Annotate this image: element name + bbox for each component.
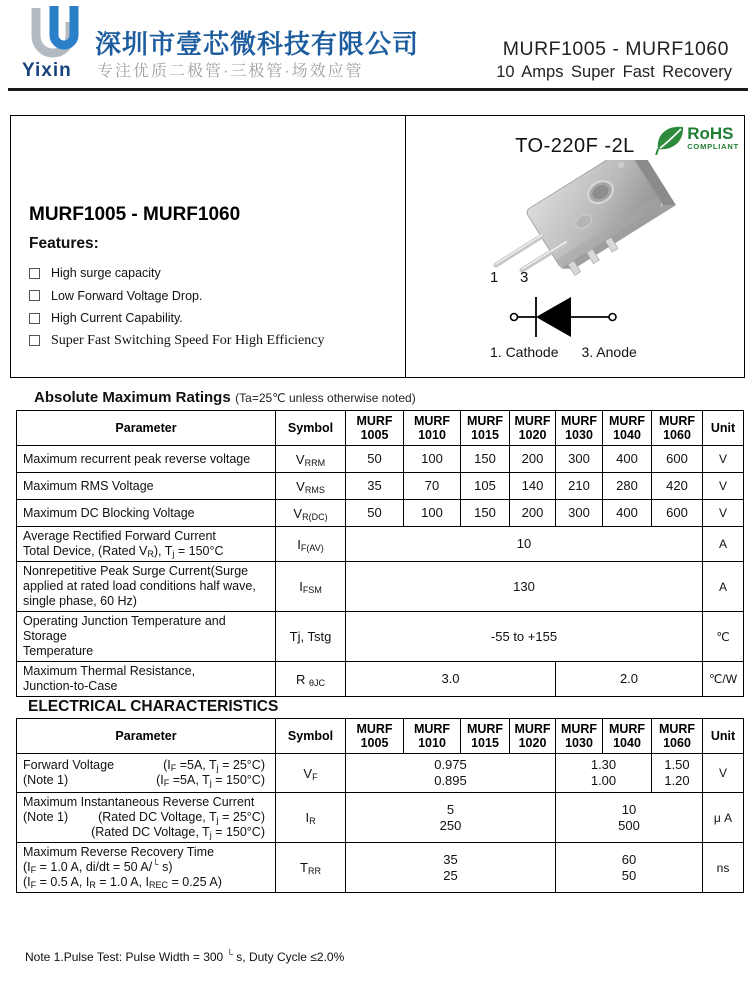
column-header: MURF 1020 (510, 719, 556, 754)
value-cell: 105 (461, 473, 510, 500)
value-cell: 35 25 (346, 843, 556, 893)
feature-label: High surge capacity (51, 266, 161, 281)
value-cell: 400 (603, 446, 652, 473)
symbol-cell: $V_{RMS}$ (276, 473, 346, 500)
column-header: MURF 1010 (404, 719, 461, 754)
features-heading: Features: (29, 235, 99, 252)
header-subtitle: 10 Amps Super Fast Recovery (496, 63, 732, 81)
column-header: MURF 1015 (461, 719, 510, 754)
company-name: 深圳市壹芯微科技有限公司 (95, 29, 420, 59)
column-header: Parameter (17, 411, 276, 446)
checkbox-icon (29, 313, 40, 324)
value-cell: 200 (510, 500, 556, 527)
value-cell: 150 (461, 446, 510, 473)
package-panel (406, 116, 744, 377)
rohs-compliant-label: COMPLIANT (687, 142, 739, 152)
parameter-cell: Forward Voltage ($I_F =5A$, $T_j = 25^\circ C$) (Note 1) ($I_F =5A$, $T_j = 150^\circ C$) (17, 754, 276, 793)
value-cell: 600 (652, 446, 703, 473)
column-header: MURF 1010 (404, 411, 461, 446)
parameter-cell: Maximum Instantaneous Reverse Current (Note 1) (Rated DC Voltage, $T_j = 25^\circ C$) (Rated DC Voltage, $T_j = 150^\circ C$) (17, 793, 276, 843)
value-cell: 10 500 (556, 793, 703, 843)
symbol-cell: $T_{RR}$ (276, 843, 346, 893)
value-cell: 100 (404, 500, 461, 527)
symbol-cell: Tj, Tstg (276, 612, 346, 662)
feature-label: Low Forward Voltage Drop. (51, 288, 203, 303)
column-header: Parameter (17, 719, 276, 754)
column-header: Unit (703, 411, 744, 446)
symbol-cell: $I_{F(AV)}$ (276, 527, 346, 562)
column-header: MURF 1030 (556, 411, 603, 446)
value-cell: 280 (603, 473, 652, 500)
table-row (17, 562, 744, 612)
value-cell: 2.0 (556, 662, 703, 697)
unit-cell: V (703, 754, 744, 793)
checkbox-icon (29, 335, 40, 346)
value-cell: 600 (652, 500, 703, 527)
unit-cell: ℃/W (703, 662, 744, 697)
value-cell: 400 (603, 500, 652, 527)
yixin-logo-icon (24, 6, 90, 62)
value-cell: 50 (346, 500, 404, 527)
pin3-label: 3 (520, 269, 529, 286)
table-header-row (17, 411, 744, 446)
unit-cell: ns (703, 843, 744, 893)
value-cell: 1.30 1.00 (556, 754, 652, 793)
company-tagline: 专注优质二极管·三极管·场效应管 (97, 63, 364, 80)
value-cell: 3.0 (346, 662, 556, 697)
feature-item (29, 262, 405, 285)
unit-cell: V (703, 500, 744, 527)
value-cell: 35 (346, 473, 404, 500)
header-divider (8, 88, 748, 91)
parameter-cell: Maximum recurrent peak reverse voltage (17, 446, 276, 473)
overview-box (10, 115, 745, 378)
unit-cell: A (703, 562, 744, 612)
symbol-cell: R $_{\theta JC}$ (276, 662, 346, 697)
value-cell: -55 to +155 (346, 612, 703, 662)
value-cell: 200 (510, 446, 556, 473)
column-header: MURF 1015 (461, 411, 510, 446)
table-row (17, 662, 744, 697)
header-part-range: MURF1005 - MURF1060 (502, 38, 729, 60)
parameter-cell: Maximum RMS Voltage (17, 473, 276, 500)
symbol-cell: $I_{FSM}$ (276, 562, 346, 612)
checkbox-icon (29, 290, 40, 301)
rohs-badge (655, 121, 739, 155)
column-header: MURF 1030 (556, 719, 603, 754)
package-name: TO-220F -2L (515, 135, 635, 157)
value-cell: 50 (346, 446, 404, 473)
feature-label: High Current Capability. (51, 311, 183, 326)
diode-symbol (506, 292, 626, 342)
footnote: Note 1.Pulse Test: Pulse Width = 300 └ s, Duty Cycle ≤2.0% (25, 949, 345, 964)
unit-cell: A (703, 527, 744, 562)
amr-table (16, 410, 744, 697)
value-cell: 100 (404, 446, 461, 473)
column-header: Symbol (276, 411, 346, 446)
symbol-cell: $V_{R(DC)}$ (276, 500, 346, 527)
parameter-cell: Maximum Thermal Resistance, Junction-to-Case (17, 662, 276, 697)
pin1-label: 1 (490, 269, 499, 286)
amr-section-heading (34, 389, 416, 407)
amr-title-note: (Ta=25℃ unless otherwise noted) (235, 391, 416, 405)
table-row (17, 754, 744, 793)
amr-title: Absolute Maximum Ratings (34, 389, 231, 406)
column-header: MURF 1040 (603, 719, 652, 754)
column-header: MURF 1040 (603, 411, 652, 446)
column-header: MURF 1005 (346, 719, 404, 754)
value-cell: 1.50 1.20 (652, 754, 703, 793)
leaf-icon (655, 121, 685, 155)
feature-item (29, 307, 405, 330)
parameter-cell: Operating Junction Temperature and Storage Temperature (17, 612, 276, 662)
value-cell: 150 (461, 500, 510, 527)
column-header: Unit (703, 719, 744, 754)
value-cell: 300 (556, 446, 603, 473)
value-cell: 210 (556, 473, 603, 500)
column-header: Symbol (276, 719, 346, 754)
table-row (17, 612, 744, 662)
feature-item (29, 330, 405, 353)
feature-label: Super Fast Switching Speed For High Efficiency (51, 332, 325, 348)
value-cell: 70 (404, 473, 461, 500)
table-row (17, 793, 744, 843)
unit-cell: μ A (703, 793, 744, 843)
table-header-row (17, 719, 744, 754)
parameter-cell: Maximum Reverse Recovery Time ($I_F = 1.0$ A, di/dt = 50 A/└ s) ($I_F = 0.5$ A, $I_R = 1.0$ A, $I_{REC} = 0.25$ A) (17, 843, 276, 893)
table-row (17, 500, 744, 527)
symbol-cell: $I_R$ (276, 793, 346, 843)
value-cell: 5 250 (346, 793, 556, 843)
unit-cell: V (703, 473, 744, 500)
value-cell: 60 50 (556, 843, 703, 893)
value-cell: 420 (652, 473, 703, 500)
table-row (17, 473, 744, 500)
value-cell: 0.975 0.895 (346, 754, 556, 793)
table-row (17, 446, 744, 473)
cathode-label: 1. Cathode (490, 344, 559, 360)
unit-cell: ℃ (703, 612, 744, 662)
column-header: MURF 1060 (652, 411, 703, 446)
parameter-cell: Maximum DC Blocking Voltage (17, 500, 276, 527)
column-header: MURF 1020 (510, 411, 556, 446)
value-cell: 130 (346, 562, 703, 612)
rohs-label: RoHS (687, 124, 734, 144)
column-header: MURF 1060 (652, 719, 703, 754)
value-cell: 140 (510, 473, 556, 500)
package-image (456, 160, 686, 286)
value-cell: 10 (346, 527, 703, 562)
symbol-cell: $V_F$ (276, 754, 346, 793)
ec-table (16, 718, 744, 893)
anode-label: 3. Anode (581, 344, 637, 360)
product-title: MURF1005 - MURF1060 (29, 204, 241, 225)
features-list (29, 262, 405, 352)
features-panel (11, 116, 406, 377)
ec-title: ELECTRICAL CHARACTERISTICS (28, 698, 279, 715)
symbol-cell: $V_{RRM}$ (276, 446, 346, 473)
parameter-cell: Average Rectified Forward Current Total Device, (Rated $V_R$), $T_j = 150^\circ C$ (17, 527, 276, 562)
value-cell: 300 (556, 500, 603, 527)
unit-cell: V (703, 446, 744, 473)
parameter-cell: Nonrepetitive Peak Surge Current(Surge applied at rated load conditions half wave, single phase, 60 Hz) (17, 562, 276, 612)
checkbox-icon (29, 268, 40, 279)
table-row (17, 843, 744, 893)
column-header: MURF 1005 (346, 411, 404, 446)
logo-wordmark: Yixin (22, 60, 72, 81)
table-row (17, 527, 744, 562)
feature-item (29, 285, 405, 308)
